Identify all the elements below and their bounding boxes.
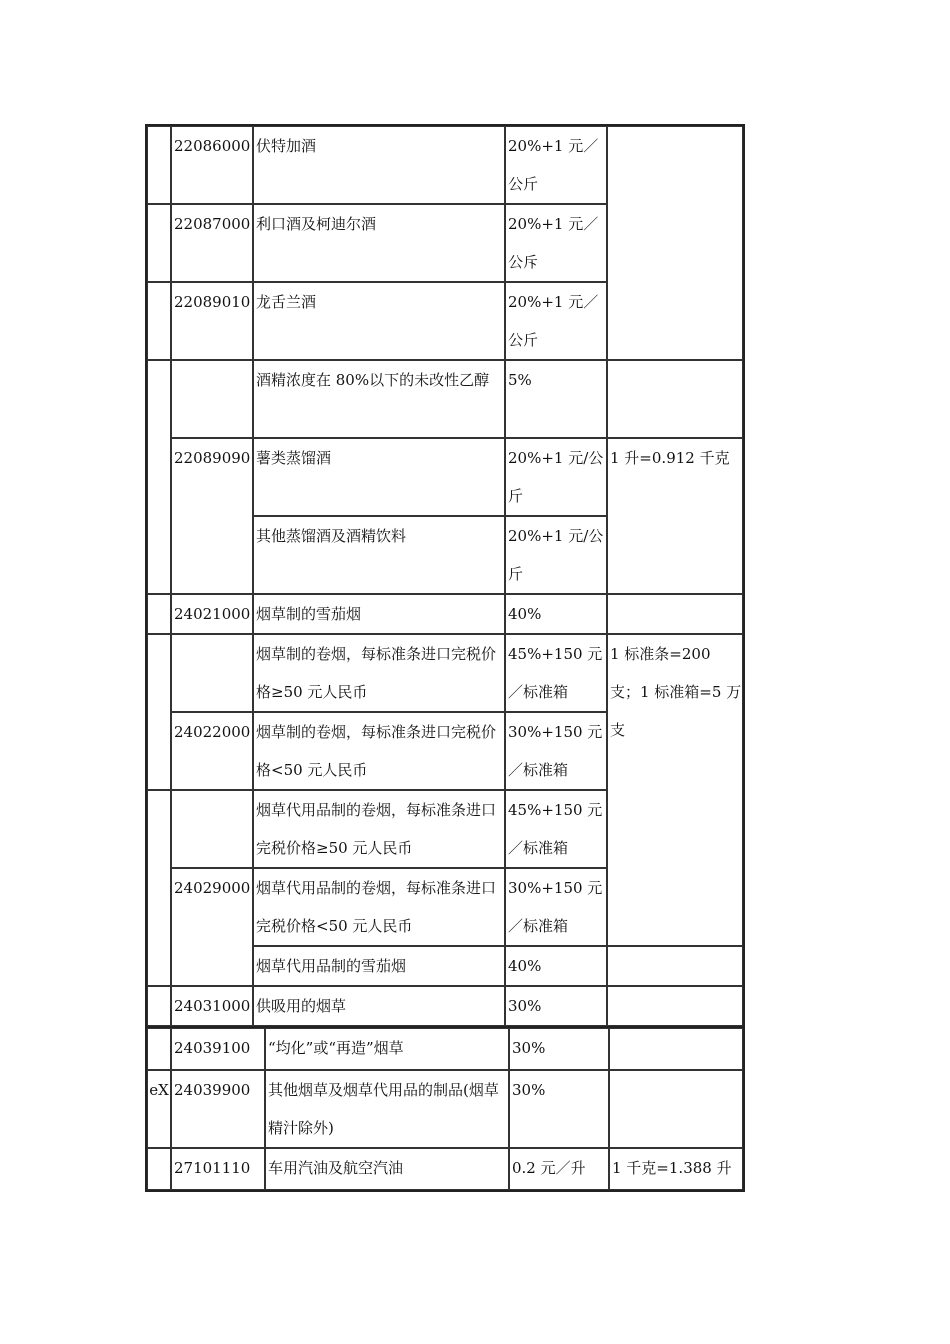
code-cell <box>171 360 253 438</box>
name-cell: 烟草制的卷烟，每标准条进口完税价格≥50 元人民币 <box>253 634 505 712</box>
tariff-table-1 <box>145 124 745 1028</box>
code-cell: 22089010 <box>171 282 253 360</box>
rate-cell: 20%+1 元／公斤 <box>505 282 607 360</box>
name-cell: 伏特加酒 <box>253 126 505 204</box>
rate-cell: 20%+1 元/公斤 <box>505 516 607 594</box>
note-cell: 1 标准条=200 支；1 标准箱=5 万支 <box>607 634 743 946</box>
mark-cell <box>147 594 171 634</box>
rate-cell: 20%+1 元／公斥 <box>505 204 607 282</box>
mark-cell <box>147 634 171 790</box>
note-cell <box>607 360 743 438</box>
name-cell: 龙舌兰酒 <box>253 282 505 360</box>
name-cell: 烟草代用品制的雪茄烟 <box>253 946 505 986</box>
code-cell: 27101110 <box>171 1148 265 1190</box>
rate-cell: 30%+150 元／标准箱 <box>505 868 607 946</box>
table-row <box>147 634 743 712</box>
table-row <box>147 1148 743 1190</box>
table-row <box>147 594 743 634</box>
rate-cell: 0.2 元／升 <box>509 1148 609 1190</box>
name-cell: 酒精浓度在 80%以下的未改性乙醇 <box>253 360 505 438</box>
rate-cell: 30% <box>509 1028 609 1070</box>
name-cell: “均化”或“再造”烟草 <box>265 1028 509 1070</box>
mark-cell <box>147 282 171 360</box>
name-cell: 供吸用的烟草 <box>253 986 505 1026</box>
mark-cell <box>147 204 171 282</box>
name-cell: 车用汽油及航空汽油 <box>265 1148 509 1190</box>
name-cell: 薯类蒸馏酒 <box>253 438 505 516</box>
code-cell <box>171 790 253 868</box>
name-cell: 烟草制的卷烟，每标准条进口完税价格<50 元人民币 <box>253 712 505 790</box>
table-row <box>147 126 743 204</box>
code-cell: 24039100 <box>171 1028 265 1070</box>
rate-cell: 5% <box>505 360 607 438</box>
code-cell: 24021000 <box>171 594 253 634</box>
mark-cell <box>147 986 171 1026</box>
note-cell <box>607 946 743 986</box>
table-row <box>147 986 743 1026</box>
name-cell: 烟草代用品制的卷烟，每标准条进口完税价格≥50 元人民币 <box>253 790 505 868</box>
note-cell <box>607 594 743 634</box>
rate-cell: 20%+1 元/公斤 <box>505 438 607 516</box>
rate-cell: 45%+150 元／标准箱 <box>505 634 607 712</box>
code-cell <box>171 634 253 712</box>
table-row <box>147 1028 743 1070</box>
table-row <box>147 438 743 516</box>
rate-cell: 30% <box>509 1070 609 1148</box>
rate-cell: 45%+150 元／标准箱 <box>505 790 607 868</box>
code-cell: 22087000 <box>171 204 253 282</box>
note-cell <box>607 986 743 1026</box>
note-cell <box>609 1028 743 1070</box>
rate-cell: 40% <box>505 594 607 634</box>
rate-cell: 40% <box>505 946 607 986</box>
note-cell <box>607 126 743 360</box>
table-row <box>147 1070 743 1148</box>
code-cell: 24022000 <box>171 712 253 790</box>
note-cell <box>609 1070 743 1148</box>
name-cell: 烟草代用品制的卷烟，每标准条进口完税价格<50 元人民币 <box>253 868 505 946</box>
code-cell: 24031000 <box>171 986 253 1026</box>
mark-cell <box>147 790 171 986</box>
mark-cell <box>147 1028 171 1070</box>
note-cell: 1 千克=1.388 升 <box>609 1148 743 1190</box>
name-cell: 其他烟草及烟草代用品的制品(烟草精汁除外) <box>265 1070 509 1148</box>
mark-cell <box>147 126 171 204</box>
code-cell: 22086000 <box>171 126 253 204</box>
name-cell: 其他蒸馏酒及酒精饮料 <box>253 516 505 594</box>
mark-cell <box>147 1148 171 1190</box>
name-cell: 烟草制的雪茄烟 <box>253 594 505 634</box>
table-row <box>147 360 743 438</box>
rate-cell: 20%+1 元／公斤 <box>505 126 607 204</box>
rate-cell: 30% <box>505 986 607 1026</box>
code-cell: 24039900 <box>171 1070 265 1148</box>
name-cell: 利口酒及柯迪尔酒 <box>253 204 505 282</box>
mark-cell: eX <box>147 1070 171 1148</box>
note-cell: 1 升=0.912 千克 <box>607 438 743 594</box>
mark-cell <box>147 360 171 594</box>
rate-cell: 30%+150 元／标准箱 <box>505 712 607 790</box>
code-cell: 24029000 <box>171 868 253 986</box>
code-cell: 22089090 <box>171 438 253 594</box>
tariff-table-2 <box>145 1026 745 1192</box>
